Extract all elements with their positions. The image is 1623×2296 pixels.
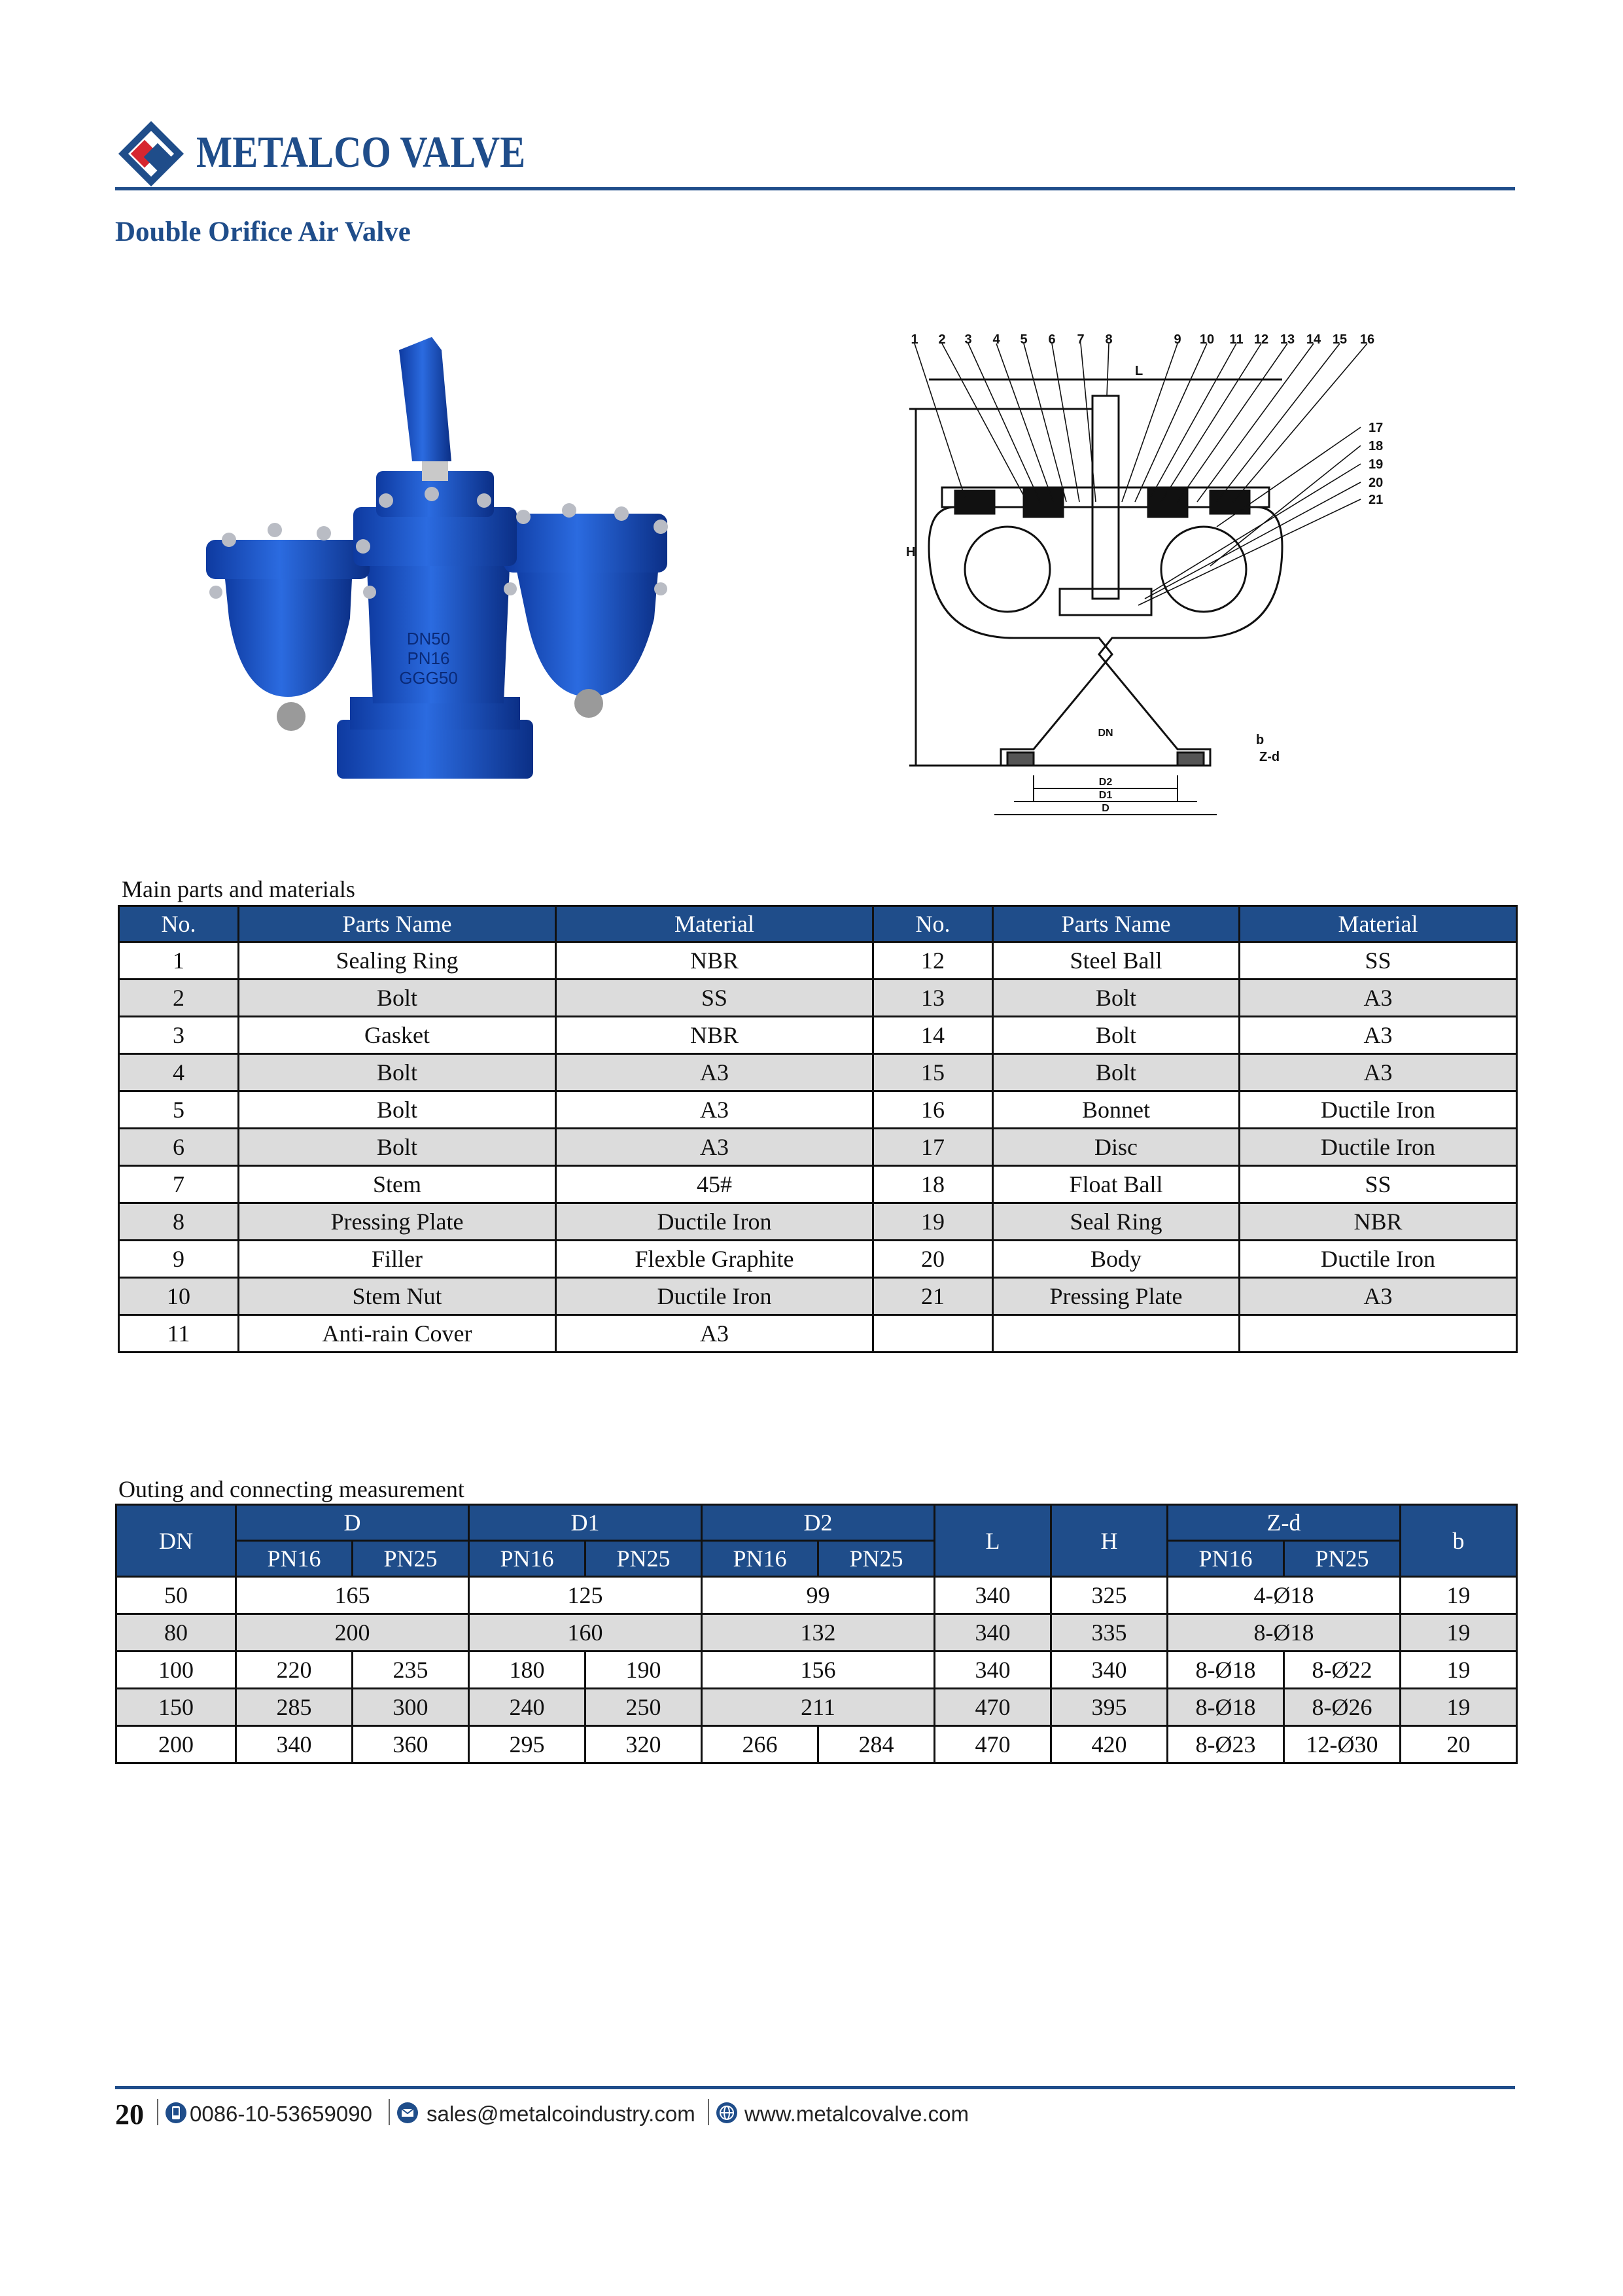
measure-table: [115, 1504, 1518, 1764]
footer-divider: [708, 2099, 709, 2125]
table-cell: 340: [935, 1651, 1051, 1689]
table-cell: Seal Ring: [993, 1203, 1240, 1241]
measure-subheader: PN16: [469, 1541, 585, 1577]
dim-b-label: b: [1256, 733, 1265, 747]
callout-6: 6: [1048, 332, 1056, 347]
table-cell: Bolt: [239, 1054, 556, 1091]
table-row: [119, 1241, 1517, 1278]
table-cell: 150: [116, 1689, 236, 1726]
dim-h-label: H: [906, 545, 916, 559]
table-cell: 100: [116, 1651, 236, 1689]
table-cell: 340: [236, 1726, 353, 1763]
table-row: [119, 1203, 1517, 1241]
callout-11: 11: [1229, 332, 1244, 347]
table-cell: 235: [353, 1651, 469, 1689]
table-cell: 4-Ø18: [1168, 1577, 1401, 1614]
table-cell: 200: [116, 1726, 236, 1763]
table-cell: 80: [116, 1614, 236, 1651]
table-cell: 340: [935, 1614, 1051, 1651]
table-row: [116, 1689, 1517, 1726]
table-cell: Ductile Iron: [556, 1278, 873, 1315]
callout-2: 2: [938, 332, 946, 347]
table-row: [119, 942, 1517, 980]
table-cell: 18: [873, 1166, 993, 1203]
table-cell: Bolt: [239, 1091, 556, 1129]
table-cell: [993, 1315, 1240, 1352]
table-cell: 5: [119, 1091, 239, 1129]
measure-subheader: PN25: [1284, 1541, 1401, 1577]
table-cell: 180: [469, 1651, 585, 1689]
callout-13: 13: [1280, 332, 1295, 347]
table-cell: 99: [702, 1577, 935, 1614]
table-cell: 211: [702, 1689, 935, 1726]
callout-5: 5: [1020, 332, 1028, 347]
table-row: [116, 1614, 1517, 1651]
measure-subheader: PN16: [702, 1541, 818, 1577]
callout-16: 16: [1359, 332, 1375, 347]
table-cell: A3: [1240, 1017, 1517, 1054]
table-cell: 20: [873, 1241, 993, 1278]
table-cell: 8-Ø18: [1168, 1689, 1284, 1726]
table-cell: 8: [119, 1203, 239, 1241]
table-cell: 8-Ø23: [1168, 1726, 1284, 1763]
table-cell: 8-Ø22: [1284, 1651, 1401, 1689]
table-row: [119, 1017, 1517, 1054]
table-cell: 320: [585, 1726, 702, 1763]
table-cell: 3: [119, 1017, 239, 1054]
table-cell: 50: [116, 1577, 236, 1614]
footer-rule: [115, 2086, 1515, 2089]
table-cell: 266: [702, 1726, 818, 1763]
table-cell: NBR: [556, 942, 873, 980]
table-cell: 335: [1051, 1614, 1168, 1651]
table-cell: 190: [585, 1651, 702, 1689]
table-cell: 132: [702, 1614, 935, 1651]
table-cell: 19: [873, 1203, 993, 1241]
table-cell: Bolt: [993, 1054, 1240, 1091]
footer-phone[interactable]: 0086-10-53659090: [190, 2102, 372, 2126]
measure-header-row-2: [116, 1541, 1517, 1577]
table-cell: Disc: [993, 1129, 1240, 1166]
table-cell: 14: [873, 1017, 993, 1054]
parts-header-row: [119, 906, 1517, 942]
phone-icon: [165, 2102, 187, 2124]
callout-20: 20: [1369, 476, 1384, 490]
table-cell: 45#: [556, 1166, 873, 1203]
table-cell: 1: [119, 942, 239, 980]
table-cell: 285: [236, 1689, 353, 1726]
table-cell: Body: [993, 1241, 1240, 1278]
measure-subheader: PN25: [818, 1541, 935, 1577]
measure-subheader: PN25: [353, 1541, 469, 1577]
table-row: [119, 1315, 1517, 1352]
table-cell: 470: [935, 1689, 1051, 1726]
dim-zd-label: Z-d: [1259, 750, 1280, 764]
measure-header-d1: D1: [469, 1505, 702, 1541]
table-cell: 125: [469, 1577, 702, 1614]
table-row: [119, 1166, 1517, 1203]
callout-14: 14: [1306, 332, 1321, 347]
callout-19: 19: [1369, 457, 1384, 472]
callout-3: 3: [964, 332, 972, 347]
table-cell: 340: [1051, 1651, 1168, 1689]
table-cell: 7: [119, 1166, 239, 1203]
dim-d-label: D: [1102, 803, 1109, 814]
brand-logo-icon: [115, 118, 187, 190]
table-cell: SS: [1240, 1166, 1517, 1203]
table-cell: 200: [236, 1614, 469, 1651]
table-cell: A3: [556, 1091, 873, 1129]
brand-name: METALCO VALVE: [196, 127, 526, 177]
callout-1: 1: [911, 332, 918, 347]
table-cell: 4: [119, 1054, 239, 1091]
callout-10: 10: [1199, 332, 1215, 347]
table-cell: 250: [585, 1689, 702, 1726]
table-cell: 12: [873, 942, 993, 980]
table-cell: Bolt: [239, 1129, 556, 1166]
measure-header-d2: D2: [702, 1505, 935, 1541]
callout-21: 21: [1369, 493, 1384, 507]
table-cell: A3: [556, 1315, 873, 1352]
measure-header-dn: DN: [116, 1505, 236, 1577]
valve-photo: [203, 330, 674, 808]
callout-4: 4: [992, 332, 1000, 347]
measure-header-l: L: [935, 1505, 1051, 1577]
table-cell: Bolt: [239, 980, 556, 1017]
callout-9: 9: [1174, 332, 1181, 347]
table-cell: NBR: [556, 1017, 873, 1054]
parts-header-name-1: Parts Name: [239, 906, 556, 942]
footer-website[interactable]: www.metalcovalve.com: [744, 2102, 969, 2126]
table-cell: A3: [1240, 980, 1517, 1017]
callout-18: 18: [1369, 439, 1384, 453]
measure-header-zd: Z-d: [1168, 1505, 1401, 1541]
table-cell: [873, 1315, 993, 1352]
table-cell: 240: [469, 1689, 585, 1726]
callout-8: 8: [1105, 332, 1113, 347]
table-cell: 16: [873, 1091, 993, 1129]
table-cell: 13: [873, 980, 993, 1017]
table-cell: Gasket: [239, 1017, 556, 1054]
table-cell: 20: [1401, 1726, 1517, 1763]
callout-7: 7: [1077, 332, 1085, 347]
table-cell: Steel Ball: [993, 942, 1240, 980]
table-cell: 17: [873, 1129, 993, 1166]
table-cell: 19: [1401, 1689, 1517, 1726]
table-cell: SS: [1240, 942, 1517, 980]
table-cell: 15: [873, 1054, 993, 1091]
table-cell: Stem Nut: [239, 1278, 556, 1315]
body-marking-3: GGG50: [399, 668, 458, 688]
parts-header-name-2: Parts Name: [993, 906, 1240, 942]
table-cell: 220: [236, 1651, 353, 1689]
measure-subheader: PN16: [236, 1541, 353, 1577]
table-cell: Filler: [239, 1241, 556, 1278]
table-cell: 9: [119, 1241, 239, 1278]
table-cell: 8-Ø26: [1284, 1689, 1401, 1726]
table-cell: 325: [1051, 1577, 1168, 1614]
table-cell: Bolt: [993, 1017, 1240, 1054]
table-cell: 19: [1401, 1614, 1517, 1651]
parts-header-no-2: No.: [873, 906, 993, 942]
table-cell: 19: [1401, 1577, 1517, 1614]
page-title: Double Orifice Air Valve: [115, 217, 411, 247]
footer-divider: [389, 2099, 390, 2125]
table-cell: A3: [1240, 1054, 1517, 1091]
table-cell: Pressing Plate: [993, 1278, 1240, 1315]
table-row: [119, 980, 1517, 1017]
table-cell: Anti-rain Cover: [239, 1315, 556, 1352]
table-cell: A3: [556, 1054, 873, 1091]
table-cell: 8-Ø18: [1168, 1614, 1401, 1651]
table-row: [116, 1726, 1517, 1763]
dim-d1-label: D1: [1098, 790, 1113, 801]
parts-caption: Main parts and materials: [122, 876, 355, 902]
measure-header-b: b: [1401, 1505, 1517, 1577]
parts-table: [118, 905, 1518, 1353]
table-cell: 295: [469, 1726, 585, 1763]
footer-email[interactable]: sales@metalcoindustry.com: [427, 2102, 695, 2126]
header-rule: [115, 187, 1515, 190]
table-cell: Pressing Plate: [239, 1203, 556, 1241]
table-row: [116, 1651, 1517, 1689]
email-icon: [396, 2102, 419, 2124]
table-cell: 420: [1051, 1726, 1168, 1763]
callout-12: 12: [1253, 332, 1269, 347]
table-cell: 470: [935, 1726, 1051, 1763]
table-row: [119, 1278, 1517, 1315]
callout-15: 15: [1332, 332, 1348, 347]
table-cell: Ductile Iron: [1240, 1091, 1517, 1129]
dim-d2-label: D2: [1098, 777, 1113, 788]
table-cell: 360: [353, 1726, 469, 1763]
table-cell: 21: [873, 1278, 993, 1315]
table-cell: Ductile Iron: [556, 1203, 873, 1241]
parts-header-no-1: No.: [119, 906, 239, 942]
page-number: 20: [115, 2098, 144, 2130]
table-cell: SS: [556, 980, 873, 1017]
table-cell: Sealing Ring: [239, 942, 556, 980]
table-cell: Bonnet: [993, 1091, 1240, 1129]
measure-header-d: D: [236, 1505, 469, 1541]
table-cell: A3: [1240, 1278, 1517, 1315]
table-cell: Ductile Iron: [1240, 1129, 1517, 1166]
table-row: [119, 1091, 1517, 1129]
dim-l-label: L: [1135, 364, 1143, 378]
table-cell: 284: [818, 1726, 935, 1763]
table-row: [119, 1129, 1517, 1166]
table-cell: 395: [1051, 1689, 1168, 1726]
table-cell: 8-Ø18: [1168, 1651, 1284, 1689]
table-cell: Stem: [239, 1166, 556, 1203]
table-cell: NBR: [1240, 1203, 1517, 1241]
table-cell: Ductile Iron: [1240, 1241, 1517, 1278]
measure-subheader: PN25: [585, 1541, 702, 1577]
table-cell: 340: [935, 1577, 1051, 1614]
table-row: [116, 1577, 1517, 1614]
table-cell: [1240, 1315, 1517, 1352]
body-marking-2: PN16: [407, 648, 450, 668]
callout-17: 17: [1369, 421, 1384, 435]
table-cell: 2: [119, 980, 239, 1017]
measure-header-row-1: [116, 1505, 1517, 1541]
measure-subheader: PN16: [1168, 1541, 1284, 1577]
table-cell: 11: [119, 1315, 239, 1352]
table-cell: A3: [556, 1129, 873, 1166]
dim-dn-label: DN: [1098, 728, 1113, 739]
table-cell: 10: [119, 1278, 239, 1315]
body-marking-1: DN50: [406, 629, 451, 648]
parts-header-material-2: Material: [1240, 906, 1517, 942]
parts-header-material-1: Material: [556, 906, 873, 942]
table-cell: Bolt: [993, 980, 1240, 1017]
measure-caption: Outing and connecting measurement: [118, 1476, 464, 1502]
table-cell: 300: [353, 1689, 469, 1726]
table-cell: 6: [119, 1129, 239, 1166]
footer-divider: [157, 2099, 158, 2125]
table-cell: Flexble Graphite: [556, 1241, 873, 1278]
table-cell: Float Ball: [993, 1166, 1240, 1203]
table-cell: 160: [469, 1614, 702, 1651]
technical-drawing: [903, 330, 1439, 818]
table-cell: 12-Ø30: [1284, 1726, 1401, 1763]
table-cell: 165: [236, 1577, 469, 1614]
table-cell: 156: [702, 1651, 935, 1689]
measure-header-h: H: [1051, 1505, 1168, 1577]
globe-icon: [716, 2102, 738, 2124]
table-cell: 19: [1401, 1651, 1517, 1689]
table-row: [119, 1054, 1517, 1091]
